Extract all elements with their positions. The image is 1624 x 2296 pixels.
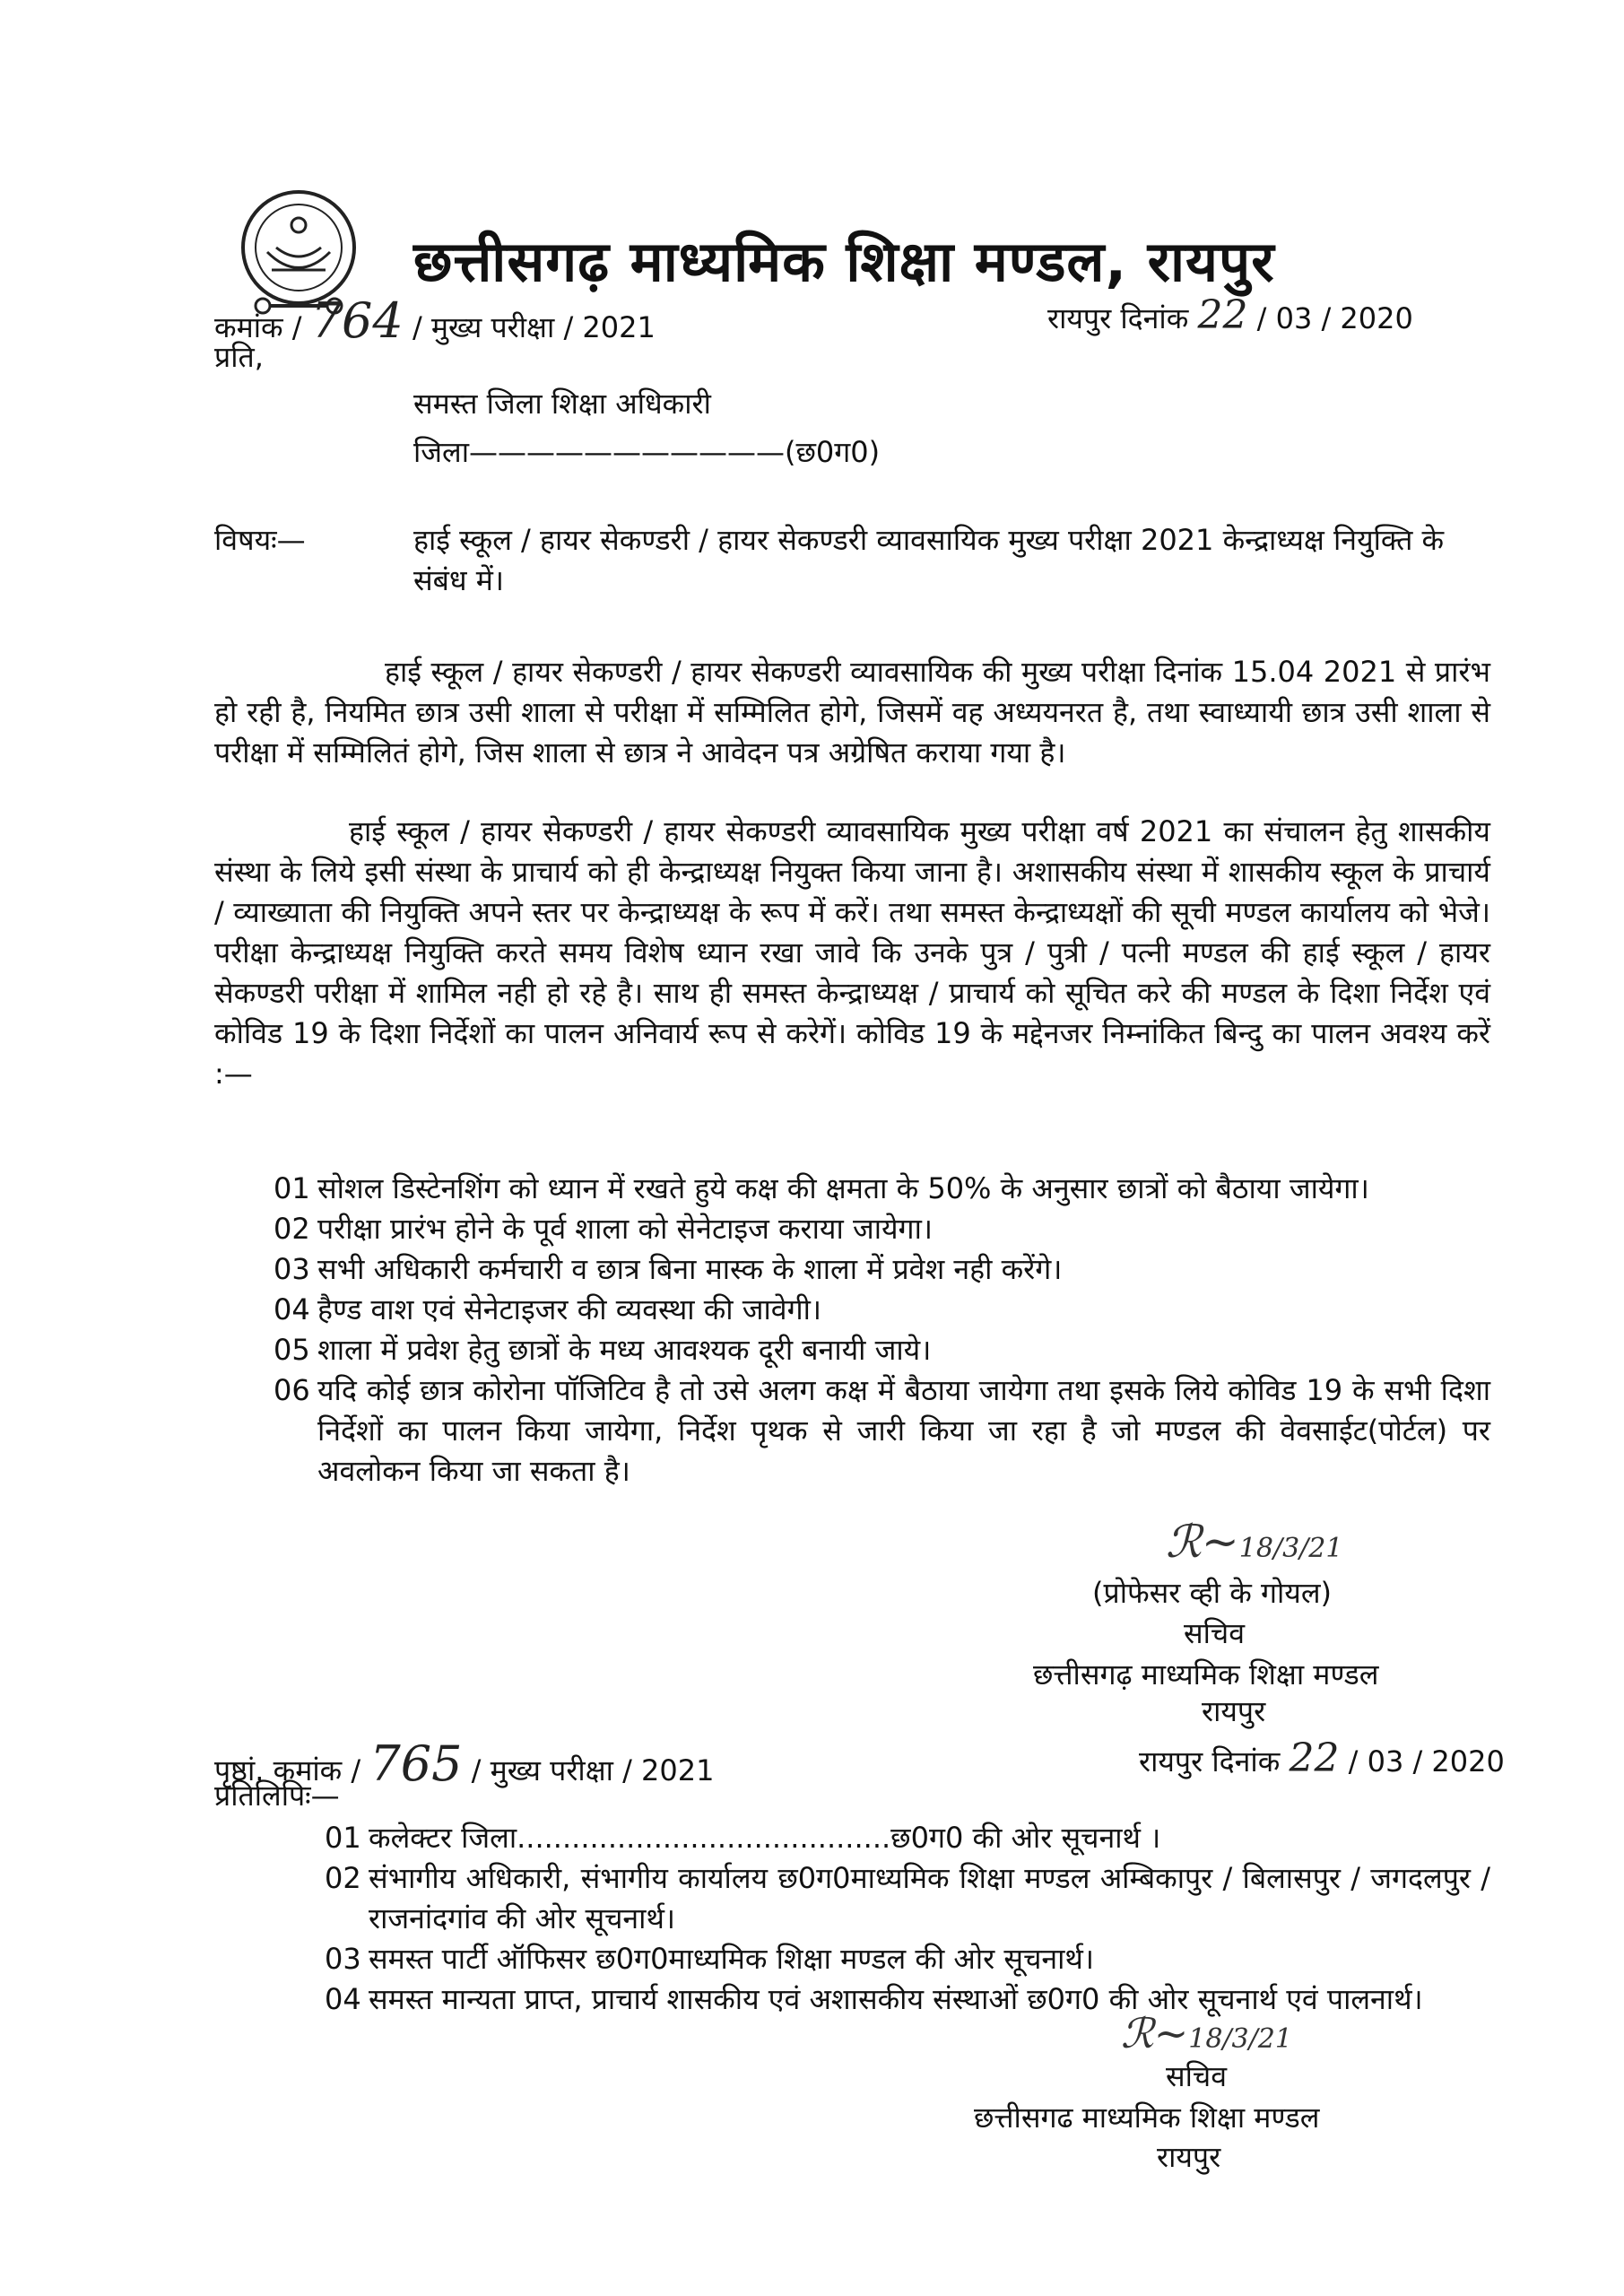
signatory-name: (प्रोफेसर व्ही के गोयल) xyxy=(1092,1576,1333,1610)
list-item xyxy=(274,1169,1490,1209)
body-paragraph-2 xyxy=(214,812,1490,1094)
item-text: समस्त पार्टी ऑफिसर छ0ग0माध्यमिक शिक्षा मण्डल की ओर सूचनार्थ। xyxy=(369,1942,1095,1976)
reference-suffix: / मुख्य परीक्षा / 2021 xyxy=(412,310,656,344)
handwritten-date-day: 22 xyxy=(1197,292,1248,338)
reference-prefix: पृष्ठां. कमांक / xyxy=(214,1753,361,1787)
item-number: 03 xyxy=(274,1252,310,1286)
handwritten-reference-number: 765 xyxy=(369,1735,463,1792)
item-number: 01 xyxy=(325,1821,361,1855)
copy-to-label: प्रतिलिपिः— xyxy=(214,1779,340,1813)
item-number: 03 xyxy=(325,1942,361,1976)
reference-number xyxy=(214,292,656,349)
signatory-organization: छत्तीसगढ माध्यमिक शिक्षा मण्डल xyxy=(974,2100,1320,2135)
recipient-district: जिला———————————(छ0ग0) xyxy=(413,435,881,469)
organization-title: छत्तीसगढ़ माध्यमिक शिक्षा मण्डल, रायपुर xyxy=(413,229,1275,294)
item-number: 02 xyxy=(274,1212,310,1246)
paragraph-text: हाई स्कूल / हायर सेकण्डरी / हायर सेकण्डरी व्यावसायिक मुख्य परीक्षा वर्ष 2021 का संचालन हेतु शासकीय संस्था के लिये इसी संस्था के प्राचार्य को ही केन्द्राध्यक्ष नियुक्त किया जाना है। अशासकीय संस्था में शासकीय स्कूल के प्राचार्य / व्याख्याता की नियुक्ति अपने स्तर पर केन्द्राध्यक्ष के रूप में करें। तथा समस्त केन्द्राध्यक्षों की सूची मण्डल कार्यालय को भेजे। परीक्षा केन्द्राध्यक्ष नियुक्ति करते समय विशेष ध्यान रखा जावे कि उनके पुत्र / पुत्री / पत्नी मण्डल की हाई स्कूल / हायर सेकण्डरी परीक्षा में शामिल नही हो रहे है। साथ ही समस्त केन्द्राध्यक्ष / प्राचार्य को सूचित करे की मण्डल के दिशा निर्देश एवं कोविड 19 के दिशा निर्देशों का पालन अनिवार्य रूप से करेगें। कोविड 19 के मद्देनजर निम्नांकित बिन्दु का पालन अवश्य करें :— xyxy=(214,814,1490,1091)
list-item xyxy=(274,1290,1490,1330)
item-number: 04 xyxy=(325,1982,361,2016)
item-number: 01 xyxy=(274,1171,310,1205)
endorsement-date xyxy=(1139,1735,1505,1781)
signature-date: 18/3/21 xyxy=(1188,2023,1292,2055)
item-text: हैण्ड वाश एवं सेनेटाइजर की व्यवस्था की जावेगी। xyxy=(317,1292,822,1326)
item-text: संभागीय अधिकारी, संभागीय कार्यालय छ0ग0माध्यमिक शिक्षा मण्डल अम्बिकापुर / बिलासपुर / जगदलपुर / राजनांदगांव की ओर सूचनार्थ। xyxy=(369,1861,1490,1935)
item-text: यदि कोई छात्र कोरोना पॉजिटिव है तो उसे अलग कक्ष में बैठाया जायेगा तथा इसके लिये कोविड 19 के सभी दिशा निर्देशों का पालन किया जायेगा, निर्देश पृथक से जारी किया जा रहा है जो मण्डल की वेवसाईट(पोर्टल) पर अवलोकन किया जा सकता है। xyxy=(317,1373,1490,1488)
list-item xyxy=(325,1939,1490,1979)
signatory-city: रायपुर xyxy=(1202,1694,1266,1728)
signatory-designation: सचिव xyxy=(1184,1616,1246,1650)
reference-prefix: कमांक / xyxy=(214,310,302,344)
list-item xyxy=(325,1858,1490,1939)
item-text: कलेक्टर जिला.........................................छ0ग0 की ओर सूचनार्थ । xyxy=(369,1821,1161,1855)
list-item xyxy=(274,1209,1490,1249)
date-suffix: / 03 / 2020 xyxy=(1256,301,1413,335)
signatory-designation: सचिव xyxy=(1166,2059,1228,2093)
item-text: सभी अधिकारी कर्मचारी व छात्र बिना मास्क के शाला में प्रवेश नही करेंगे। xyxy=(317,1252,1063,1286)
list-item xyxy=(325,1818,1490,1858)
date-prefix: रायपुर दिनांक xyxy=(1047,301,1189,335)
signatory-organization: छत्तीसगढ़ माध्यमिक शिक्षा मण्डल xyxy=(1033,1657,1379,1692)
handwritten-signature: ℛ~18/3/21 xyxy=(1121,2009,1292,2057)
paragraph-text: हाई स्कूल / हायर सेकण्डरी / हायर सेकण्डरी व्यावसायिक की मुख्य परीक्षा दिनांक 15.04 2021 से प्रारंभ हो रही है, नियमित छात्र उसी शाला से परीक्षा में सम्मिलित होगे, जिसमें वह अध्ययनरत है, तथा स्वाध्यायी छात्र उसी शाला से परीक्षा में सम्मिलितं होगे, जिस शाला से छात्र ने आवेदन पत्र अग्रेषित कराया गया है। xyxy=(214,655,1490,770)
reference-suffix: / मुख्य परीक्षा / 2021 xyxy=(471,1753,715,1787)
subject-text: हाई स्कूल / हायर सेकण्डरी / हायर सेकण्डरी व्यावसायिक मुख्य परीक्षा 2021 केन्द्राध्यक्ष नियुक्ति के संबंध में। xyxy=(413,523,1445,597)
list-item xyxy=(274,1370,1490,1492)
handwritten-date-day: 22 xyxy=(1289,1735,1340,1781)
item-text: शाला में प्रवेश हेतु छात्रों के मध्य आवश्यक दूरी बनायी जाये। xyxy=(317,1333,932,1367)
to-label: प्रति, xyxy=(214,340,264,374)
item-text: सोशल डिस्टेनशिंग को ध्यान में रखते हुये कक्ष की क्षमता के 50% के अनुसार छात्रों को बैठाया जायेगा। xyxy=(317,1171,1369,1205)
covid-guidelines-list xyxy=(274,1169,1490,1492)
item-text: समस्त मान्यता प्राप्त, प्राचार्य शासकीय एवं अशासकीय संस्थाओं छ0ग0 की ओर सूचनार्थ एवं पालनार्थ। xyxy=(369,1982,1423,2016)
item-text: परीक्षा प्रारंभ होने के पूर्व शाला को सेनेटाइज कराया जायेगा। xyxy=(317,1212,933,1246)
item-number: 05 xyxy=(274,1333,310,1367)
recipient-line: समस्त जिला शिक्षा अधिकारी xyxy=(413,387,711,421)
item-number: 02 xyxy=(325,1861,361,1895)
list-item xyxy=(274,1249,1490,1290)
handwritten-signature: ℛ~18/3/21 xyxy=(1166,1516,1343,1568)
handwritten-reference-number: 764 xyxy=(310,292,404,349)
list-item xyxy=(325,1979,1490,2020)
signatory-city: रायपुर xyxy=(1157,2140,1221,2174)
letter-date xyxy=(1047,292,1413,338)
signature-date: 18/3/21 xyxy=(1238,1533,1343,1564)
item-number: 04 xyxy=(274,1292,310,1326)
copy-to-list xyxy=(325,1818,1490,2020)
subject-label: विषयः— xyxy=(214,523,306,557)
list-item xyxy=(274,1330,1490,1370)
date-suffix: / 03 / 2020 xyxy=(1348,1744,1505,1779)
date-prefix: रायपुर दिनांक xyxy=(1139,1744,1281,1779)
item-number: 06 xyxy=(274,1373,310,1407)
body-paragraph-1 xyxy=(214,652,1490,773)
